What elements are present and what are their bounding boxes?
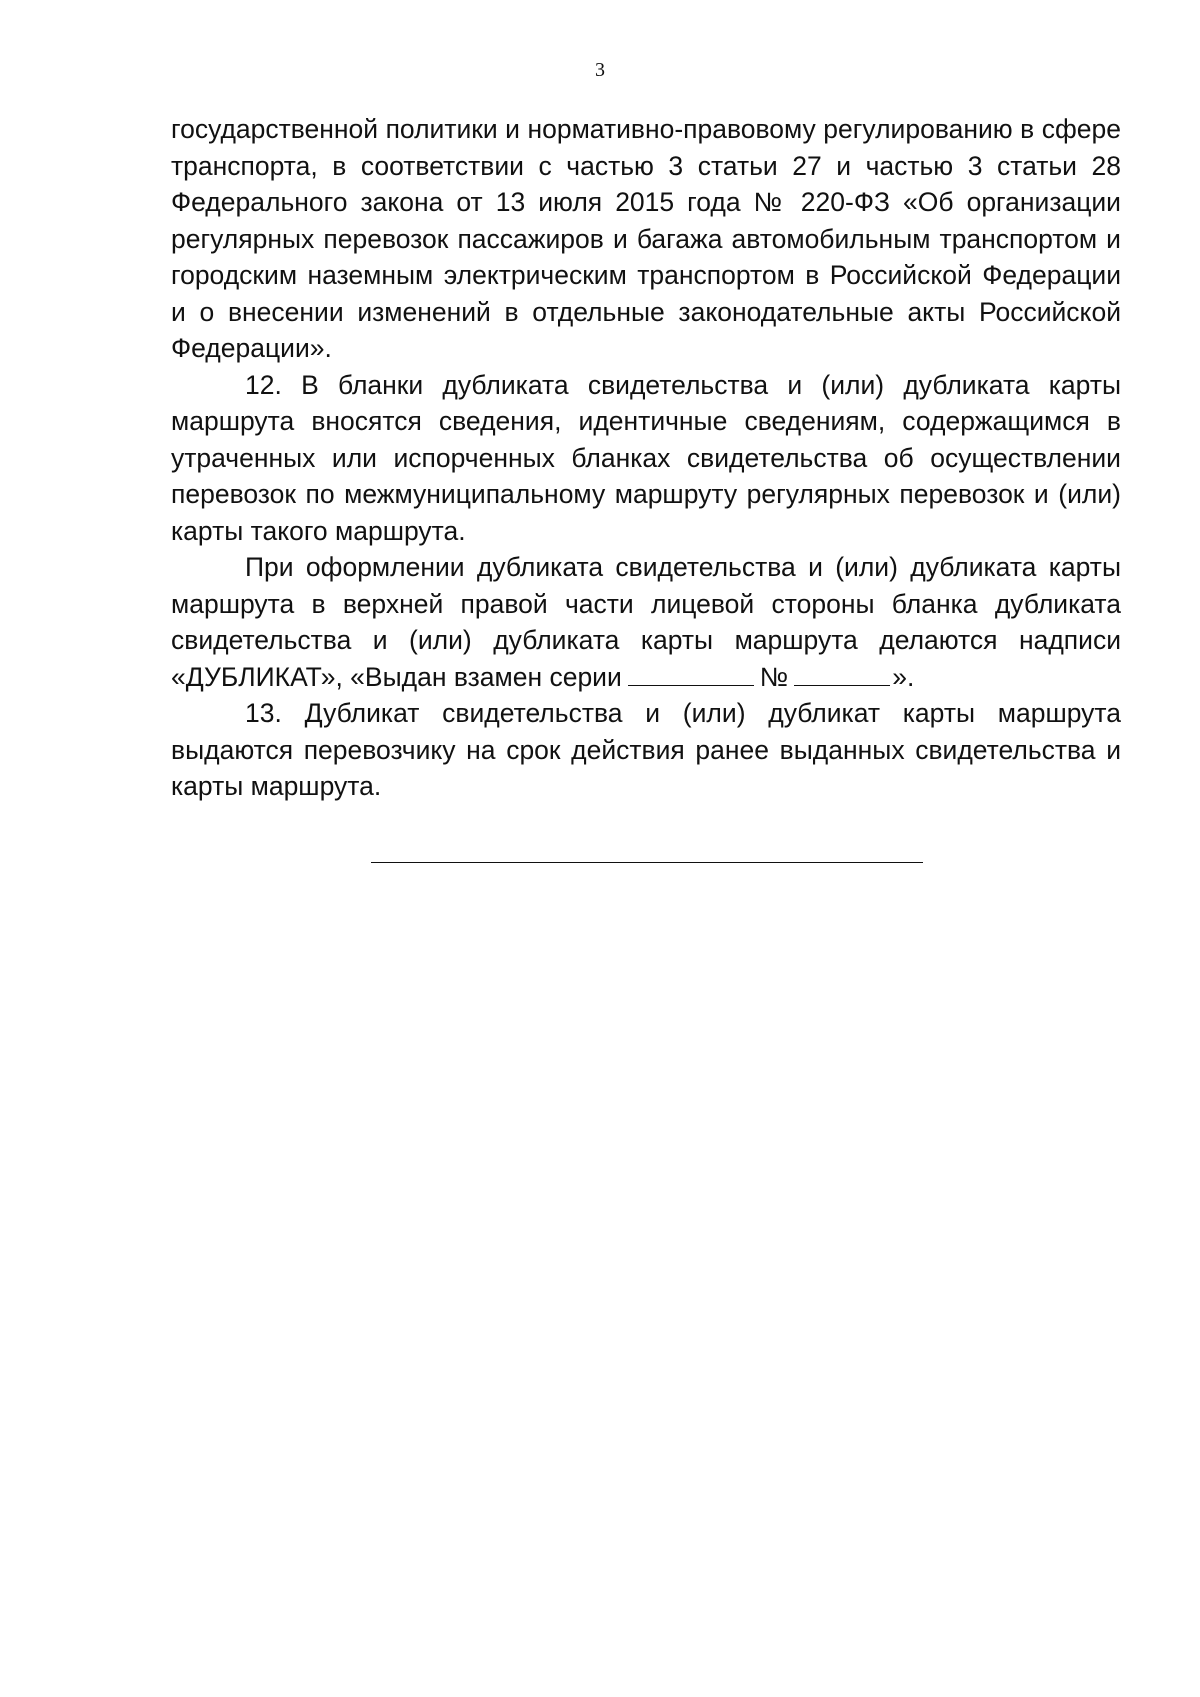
paragraph-duplicate-marking-text: При оформлении дубликата свидетельства и (или) дубликата карты маршрута в верхней правой части лицевой стороны бланка дубликата свидетельства и (или) дубликата карты маршрута делаются надписи «ДУБЛИКАТ», «Выдан взамен серии [171, 552, 1121, 692]
series-blank-line [628, 661, 754, 686]
document-body [171, 111, 1121, 805]
number-sign: № [759, 661, 789, 692]
closing-quote: ». [892, 661, 915, 692]
paragraph-duplicate-marking [171, 549, 1121, 695]
end-of-document-divider [371, 862, 923, 863]
paragraph-continuation: государственной политики и нормативно-правовому регулированию в сфере транспорта, в соответствии с частью 3 статьи 27 и частью 3 статьи 28 Федерального закона от 13 июля 2015 года № 220-ФЗ «Об организации регулярных перевозок пассажиров и багажа автомобильным транспортом и городским наземным электрическим транспортом в Российской Федерации и о внесении изменений в отдельные законодательные акты Российской Федерации». [171, 114, 1121, 363]
page-number: 3 [595, 59, 605, 81]
paragraph-13: 13. Дубликат свидетельства и (или) дубликат карты маршрута выдаются перевозчику на срок действия ранее выданных свидетельства и карты маршрута. [171, 698, 1121, 801]
number-blank-line [794, 661, 890, 686]
paragraph-12: 12. В бланки дубликата свидетельства и (или) дубликата карты маршрута вносятся сведения, идентичные сведениям, содержащимся в утраченных или испорченных бланках свидетельства об осуществлении перевозок по межмуниципальному маршруту регулярных перевозок и (или) карты такого маршрута. [171, 369, 1121, 546]
